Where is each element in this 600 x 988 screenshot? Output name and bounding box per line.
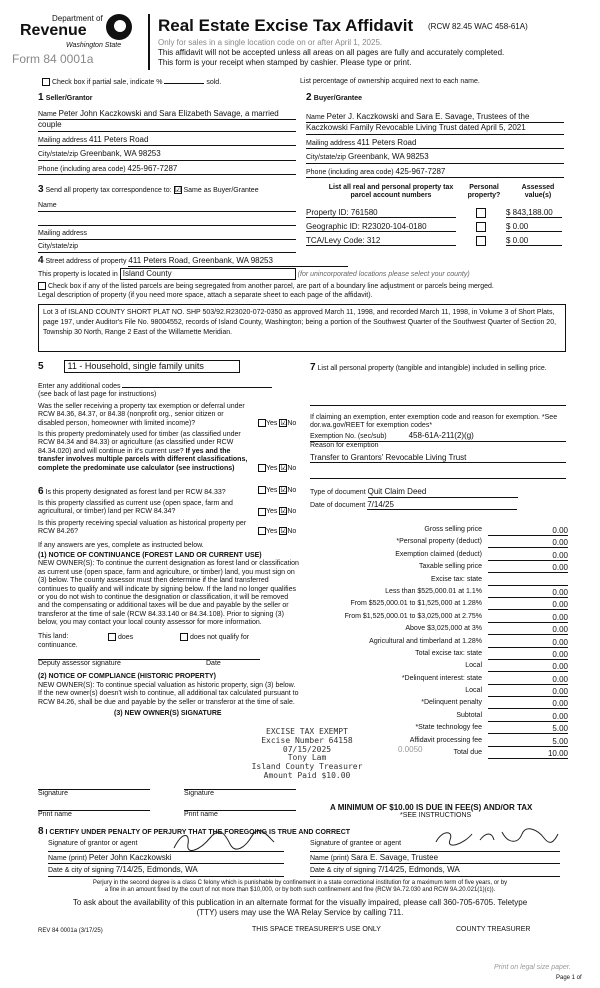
perjury xyxy=(4,880,596,894)
q1-text: Was the seller receiving a property tax exemption or deferral under RCW 84.36, 84.37, or 84.38 (nonprofit org., senior citizen or disabled person, homeowner with limited income)? xyxy=(38,402,245,427)
county-select[interactable]: Island County xyxy=(120,268,296,280)
stamp-l4: Tony Lam xyxy=(287,753,327,763)
parcel-h2: Personal xyxy=(469,184,499,191)
form-number: Form 84 0001a xyxy=(12,52,94,66)
section-5 xyxy=(38,360,306,473)
street-label: Street address of property xyxy=(45,258,127,265)
s6q3-no: No xyxy=(287,528,297,536)
s3-num: 3 xyxy=(38,184,44,195)
docdate-label: Date of document xyxy=(310,501,366,509)
does-box[interactable] xyxy=(108,633,116,641)
segregated-checkbox[interactable] xyxy=(38,282,46,290)
q-exemption xyxy=(38,402,297,428)
street-address[interactable]: 411 Peters Road, Greenbank, WA 98253 xyxy=(128,256,348,267)
s3-city-label: City/state/zip xyxy=(38,243,79,250)
calc-value[interactable]: 0.00 xyxy=(488,638,568,648)
reason[interactable]: Transfer to Grantors' Revocable Living Trust xyxy=(310,453,566,464)
calc-row xyxy=(310,588,568,600)
calc-value[interactable]: 0.00 xyxy=(488,551,568,561)
this-land: This land: xyxy=(38,633,69,641)
calc-value[interactable]: 0.00 xyxy=(488,538,568,548)
calc-row xyxy=(310,625,568,637)
deputy-date-label: Date xyxy=(206,660,221,668)
if-yes: If any answers are yes, complete as instructed below. xyxy=(38,541,204,549)
treasurer-stamp xyxy=(232,728,382,781)
local-rate: 0.0050 xyxy=(398,745,423,754)
does-not-label: does not qualify for xyxy=(189,634,250,642)
sig-grantor-label: Signature of grantor or agent xyxy=(48,840,138,847)
segregated-label: Check box if any of the listed parcels are being segregated from another parcel, are part of a boundary line adjustment or parcels being merged. xyxy=(47,282,494,290)
buyer-section xyxy=(306,92,564,178)
buyer-mail-label: Mailing address xyxy=(306,139,356,147)
seller-phone[interactable]: 425-967-7287 xyxy=(127,163,178,173)
calc-value[interactable]: 10.00 xyxy=(488,749,568,759)
calc-value[interactable] xyxy=(488,576,568,586)
s6-q2: Is this property classified as current use (open space, farm and agricultural, or timber) land per RCW 84.34? xyxy=(38,500,233,516)
located-label: This property is located in xyxy=(38,271,118,278)
calc-value[interactable]: 0.00 xyxy=(488,712,568,722)
q2-yes: Yes xyxy=(266,464,278,472)
grantor-name-label: Name (print) xyxy=(48,855,87,862)
personal-checkbox-1[interactable] xyxy=(476,208,486,218)
calc-label: *Personal property (deduct) xyxy=(396,538,482,546)
q1-yes-box[interactable] xyxy=(258,419,266,427)
s6-q3: Is this property receiving special valuation as historical property per RCW 84.26? xyxy=(38,519,247,536)
does-not-box[interactable] xyxy=(180,633,188,641)
calc-value[interactable]: 0.00 xyxy=(488,526,568,536)
calc-value[interactable]: 0.00 xyxy=(488,699,568,709)
form-title: Real Estate Excise Tax Affidavit xyxy=(158,16,414,35)
additional-codes-label: Enter any additional codes xyxy=(38,383,121,390)
notice2-text: NEW OWNER(S): To continue special valuation as historic property, sign (3) below. If the new owner(s) doesn't wish to continue, all additional tax calculated pursuant to RCW 84.26, shall be due and payable by the seller or transferor at the time of sale. xyxy=(38,681,299,706)
parcel-row-2[interactable]: Geographic ID: R23020-104-0180 xyxy=(306,222,456,232)
exno-label: Exemption No. (sec/sub) xyxy=(310,432,387,440)
q-current-use xyxy=(38,500,297,517)
notice1-text: NEW OWNER(S): To continue the current designation as forest land or classification as current use (open space, farm and agriculture, or timber) land, you must sign on (3) below. The county assessor must then determine if the land transferred continues to qualify and will indicate by signing below. If the land no longer qualifies or you do not wish to continue the designation or classification, it will be removed and the compensating or additional taxes will be due and payable by the seller or transferor at the time of sale (RCW 84.33.140 or 84.34.108). Prior to signing (3) below, you may contact your local county assessor for more information. xyxy=(38,560,299,627)
partial-label: Check box if partial sale, indicate % xyxy=(51,78,163,86)
buyer-num: 2 xyxy=(306,92,312,103)
county-hint: (for unincorporated locations please select your county) xyxy=(297,271,470,278)
legal-description[interactable] xyxy=(38,304,566,352)
revenue-word: Revenue xyxy=(20,22,87,39)
doc-date[interactable]: 7/14/25 xyxy=(367,500,517,511)
s6q1-no: No xyxy=(287,487,297,494)
s6q2-no-box[interactable]: ☑ xyxy=(280,506,288,516)
doc-type[interactable]: Quit Claim Deed xyxy=(368,487,518,498)
buyer-name-2[interactable]: Kaczkowski Family Revocable Living Trust dated April 5, 2021 xyxy=(306,123,526,133)
calc-value[interactable]: 0.00 xyxy=(488,662,568,672)
calc-row xyxy=(310,600,568,612)
calc-row xyxy=(310,638,568,650)
continuance: continuance. xyxy=(38,642,78,650)
buyer-heading: Buyer/Grantee xyxy=(313,95,363,102)
seller-name-label: Name xyxy=(38,111,57,118)
list-percentage: List percentage of ownership acquired next to each name. xyxy=(300,78,480,85)
calc-row xyxy=(310,675,568,687)
s6-num: 6 xyxy=(38,486,44,497)
min-due: A MINIMUM OF $10.00 IS DUE IN FEE(S) AND/OR TAX xyxy=(330,803,533,812)
s3-mail-label: Mailing address xyxy=(38,230,88,237)
ask-2: (TTY) users may use the WA Relay Service by calling 711. xyxy=(196,907,404,917)
county-treasurer: COUNTY TREASURER xyxy=(456,926,531,933)
assessed-2[interactable]: $ 0.00 xyxy=(506,222,562,232)
q2-yes-box[interactable] xyxy=(258,464,266,472)
seller-section xyxy=(38,92,296,175)
seller-mail-label: Mailing address xyxy=(38,136,88,144)
stamp-l2: Excise Number 64158 xyxy=(261,735,353,745)
buyer-name-1[interactable]: Peter J. Kaczkowski and Sara E. Savage, Trustees of the xyxy=(326,112,530,121)
use-code-select[interactable]: 11 - Household, single family units xyxy=(64,360,240,373)
calc-row xyxy=(310,563,568,575)
page-number: Page 1 of xyxy=(556,975,582,981)
parcel-h1: List all real and personal property tax xyxy=(328,184,454,191)
s6q2-no: No xyxy=(287,508,297,516)
grantee-signature xyxy=(432,826,562,850)
section-3 xyxy=(38,184,296,253)
calc-value[interactable]: 0.00 xyxy=(488,613,568,623)
q2b-text: If yes and the transfer involves multiple parcels with different classifications, complete the predominate use calculator (see instructions) xyxy=(38,447,248,472)
q-forest xyxy=(38,486,306,498)
personal-checkbox-2[interactable] xyxy=(476,222,486,232)
legal-paper: Print on legal size paper. xyxy=(494,964,571,971)
stamp-l5: Island County Treasurer xyxy=(251,762,363,772)
calc-value[interactable]: 5.00 xyxy=(488,724,568,734)
partial-checkbox[interactable] xyxy=(42,78,50,86)
sig1-label: Signature xyxy=(38,790,68,797)
calc-row xyxy=(310,576,568,588)
s6-q1: Is this property designated as forest land per RCW 84.33? xyxy=(45,489,226,496)
sig2-label: Signature xyxy=(184,790,214,797)
header-divider xyxy=(148,14,150,70)
grantor-date-label: Date & city of signing xyxy=(48,867,114,875)
calc-value[interactable]: 5.00 xyxy=(488,737,568,747)
doc-label: Type of document xyxy=(310,489,366,497)
calc-value[interactable]: 0.00 xyxy=(488,650,568,660)
only-sales: Only for sales in a single location code on or after April 1, 2025. xyxy=(158,38,383,47)
ask-alt xyxy=(4,898,596,917)
calc-row xyxy=(310,712,568,724)
calc-label: Gross selling price xyxy=(424,526,482,533)
wa-state: Washington State xyxy=(66,42,122,49)
q2-no-box[interactable]: ☑ xyxy=(280,462,288,472)
s4-num: 4 xyxy=(38,255,44,266)
s6q3-yes-box[interactable] xyxy=(258,527,266,535)
same-as-buyer-checkbox[interactable]: ☑ xyxy=(174,185,182,194)
legal-label: Legal description of property (if you need more space, attach a separate sheet to each page of the affidavit). xyxy=(38,291,373,299)
calc-label: Agricultural and timberland at 1.28% xyxy=(369,637,482,645)
calc-row xyxy=(310,526,568,538)
deputy-line[interactable] xyxy=(38,659,260,670)
calc-row xyxy=(310,687,568,699)
sig-grantee-label: Signature of grantee or agent xyxy=(310,840,402,847)
notice-2: This form is your receipt when stamped by cashier. Please type or print. xyxy=(158,58,412,67)
grantor-name[interactable]: Peter John Kaczkowski xyxy=(88,853,172,862)
parcel-h3: Assessed xyxy=(521,184,555,191)
s6q3-yes: Yes xyxy=(266,528,278,536)
calc-row xyxy=(310,650,568,662)
seller-phone-label: Phone (including area code) xyxy=(38,165,126,173)
parcel-h3b: value(s) xyxy=(524,192,552,200)
notice3-title: (3) NEW OWNER(S) SIGNATURE xyxy=(114,710,222,718)
grantee-date-label: Date & city of signing xyxy=(310,867,376,875)
calc-label: *State technology fee xyxy=(415,724,482,732)
s7-label: List all personal property (tangible and intangible) included in selling price. xyxy=(317,365,547,372)
calc-label: Taxable selling price xyxy=(418,563,482,571)
rcw-ref: (RCW 82.45 WAC 458-61A) xyxy=(428,22,528,31)
seller-name-2[interactable]: couple xyxy=(38,120,62,130)
calc-value[interactable]: 0.00 xyxy=(488,588,568,598)
stamp-l6: Amount Paid $10.00 xyxy=(263,770,351,780)
notice1-title: (1) NOTICE OF CONTINUANCE (FOREST LAND OR CURRENT USE) xyxy=(38,551,262,559)
buyer-city-label: City/state/zip xyxy=(306,154,347,162)
s6q3-no-box[interactable]: ☑ xyxy=(280,526,288,536)
s5-num: 5 xyxy=(38,361,44,372)
logo-swirl-icon xyxy=(106,14,132,40)
q1-no: No xyxy=(287,419,297,427)
ask-1: To ask about the availability of this publication in an alternate format for the visually impaired, please call 360-705-6705. Teletype xyxy=(72,898,528,907)
q-timber xyxy=(38,430,297,473)
parcel-h1b: parcel account numbers xyxy=(350,192,432,200)
perjury-2: a fine in an amount fixed by the court of not more than $10,000, or by both such confinement and fine (RCW 9A.72.030 and RCW 9A.20.021(1)(c)). xyxy=(104,886,496,893)
calc-label: Subtotal xyxy=(456,711,482,719)
legal-text: Lot 3 of ISLAND COUNTY SHORT PLAT NO. SHP 503/92.R23020-072-0350 as approved March 11, 1998, and recorded March 11, 1998, in Volume 3 of Short Plats, page 197, under Auditor's File No. 98004552, records of Island County, Washington; being a portion of the Southwest Quarter of the Southwest Quarter of Section 20, Township 30 North, Range 2 East of the Willamette Meridian. xyxy=(43,309,557,337)
calc-value[interactable]: 0.00 xyxy=(488,625,568,635)
section-4 xyxy=(38,255,564,300)
buyer-mail[interactable]: 411 Peters Road xyxy=(356,137,417,147)
treasurer-use: THIS SPACE TREASURER'S USE ONLY xyxy=(252,926,381,933)
calc-label: Total excise tax: state xyxy=(415,649,482,657)
calc-row xyxy=(310,538,568,550)
deputy-label: Deputy assessor signature xyxy=(38,660,121,668)
seller-city[interactable]: Greenbank, WA 98253 xyxy=(80,149,161,159)
s6q2-yes-box[interactable] xyxy=(258,508,266,516)
seller-mail[interactable]: 411 Peters Road xyxy=(88,134,149,144)
grantor-signature xyxy=(170,830,280,852)
stamp-l1: EXCISE TAX EXEMPT xyxy=(266,727,348,736)
parcel-row-3[interactable]: TCA/Levy Code: 312 xyxy=(306,236,456,246)
sold-label: sold. xyxy=(206,78,222,86)
notice2-title: (2) NOTICE OF COMPLIANCE (HISTORIC PROPERTY) xyxy=(38,673,216,681)
notice-1: This affidavit will not be accepted unless all areas on all pages are fully and accurately completed. xyxy=(158,48,505,57)
does-label: does xyxy=(117,634,134,642)
calc-label: Excise tax: state xyxy=(431,575,482,583)
partial-sale xyxy=(42,78,221,87)
s6q1-no-box[interactable]: ☑ xyxy=(280,485,288,494)
buyer-city[interactable]: Greenbank, WA 98253 xyxy=(348,152,429,162)
assessed-3[interactable]: $ 0.00 xyxy=(506,236,562,246)
seller-name-1[interactable]: Peter John Kaczkowski and Sara Elizabeth Savage, a married xyxy=(58,109,279,118)
grantee-name-label: Name (print) xyxy=(310,855,349,862)
buyer-name-label: Name xyxy=(306,114,325,121)
calc-label: From $1,525,000.01 to $3,025,000 at 2.75% xyxy=(344,612,482,620)
print2-label: Print name xyxy=(184,811,218,818)
assessed-1[interactable]: $ 843,188.00 xyxy=(506,208,562,218)
calc-value[interactable]: 0.00 xyxy=(488,563,568,573)
claim-text: If claiming an exemption, enter exemption code and reason for exemption. *See dor.wa.gov/REET for exemption codes* xyxy=(310,414,558,430)
grantee-name[interactable]: Sara E. Savage, Trustee xyxy=(350,853,439,862)
s3-label: Send all property tax correspondence to: xyxy=(45,187,172,194)
calc-label: Above $3,025,000 at 3% xyxy=(405,625,482,633)
see-back: (see back of last page for instructions) xyxy=(38,391,157,399)
owner-print-1[interactable] xyxy=(38,810,150,819)
owner-sig-1[interactable] xyxy=(38,789,150,798)
q1-yes: Yes xyxy=(266,419,278,427)
owner-sig-2[interactable] xyxy=(184,789,296,798)
this-land-row xyxy=(38,633,306,651)
buyer-phone[interactable]: 425-967-7287 xyxy=(395,166,446,176)
calc-label: Total due xyxy=(453,749,482,757)
calc-label: Local xyxy=(465,662,482,670)
q2-text: Is this property predominately used for timber (as classified under RCW 84.34 and 84.33) or agriculture (as classified under RCW 84.34.020) and will continue in it's current use? xyxy=(38,430,241,455)
calc-label: From $525,000.01 to $1,525,000 at 1.28% xyxy=(350,600,482,608)
seller-heading: Seller/Grantor xyxy=(45,95,93,102)
s7-num: 7 xyxy=(310,362,316,373)
calc-label: Exemption claimed (deduct) xyxy=(395,550,482,558)
perjury-1: Perjury in the second degree is a class C felony which is punishable by confinement in a state correctional institution for a maximum term of five years, or by xyxy=(92,880,508,886)
calc-value[interactable]: 0.00 xyxy=(488,600,568,610)
calc-label: Affidavit processing fee xyxy=(409,736,482,744)
s6q1-yes: Yes xyxy=(266,487,278,494)
certify-text: I CERTIFY UNDER PENALTY OF PERJURY THAT THE FOREGOING IS TRUE AND CORRECT xyxy=(45,829,351,836)
calc-row xyxy=(310,699,568,711)
seller-num: 1 xyxy=(38,92,44,103)
q-historic xyxy=(38,519,297,537)
calc-row xyxy=(310,662,568,674)
owner-print-2[interactable] xyxy=(184,810,296,819)
q1-no-box[interactable]: ☑ xyxy=(280,417,288,427)
print1-label: Print name xyxy=(38,811,72,818)
calc-label: Less than $525,000.01 at 1.1% xyxy=(385,587,482,595)
section-6 xyxy=(38,486,306,718)
exemption-no[interactable]: 458-61A-211(2)(g) xyxy=(408,430,474,440)
calc-label: *Delinquent interest: state xyxy=(401,674,482,682)
calc-row xyxy=(310,551,568,563)
buyer-phone-label: Phone (including area code) xyxy=(306,168,394,176)
parcel-h2b: property? xyxy=(467,192,501,200)
s6q2-yes: Yes xyxy=(266,508,278,516)
s6q1-yes-box[interactable] xyxy=(258,486,266,494)
same-as-buyer-label: Same as Buyer/Grantee xyxy=(183,187,259,194)
seller-city-label: City/state/zip xyxy=(38,151,79,159)
tax-calculation xyxy=(310,526,568,761)
calc-value[interactable]: 0.00 xyxy=(488,687,568,697)
personal-checkbox-3[interactable] xyxy=(476,236,486,246)
grantor-date[interactable]: 7/14/25, Edmonds, WA xyxy=(115,865,198,875)
parcel-row-1[interactable]: Property ID: 761580 xyxy=(306,208,456,218)
grantee-date[interactable]: 7/14/25, Edmonds, WA xyxy=(377,865,460,875)
calc-label: Local xyxy=(465,687,482,695)
see-instructions: *SEE INSTRUCTIONS xyxy=(400,812,472,819)
calc-row xyxy=(310,613,568,625)
dept-of: Department of xyxy=(52,14,103,23)
calc-value[interactable]: 0.00 xyxy=(488,675,568,685)
rev-number: REV 84 0001a (3/17/25) xyxy=(38,928,103,934)
q2-no: No xyxy=(287,464,297,472)
stamp-l3: 07/15/2025 xyxy=(282,744,332,754)
s8-num: 8 xyxy=(38,826,44,837)
section-7 xyxy=(310,362,566,510)
reason-label: Reason for exemption xyxy=(310,442,379,450)
s3-name-label: Name xyxy=(38,202,57,209)
calc-label: *Delinquent penalty xyxy=(421,699,482,707)
